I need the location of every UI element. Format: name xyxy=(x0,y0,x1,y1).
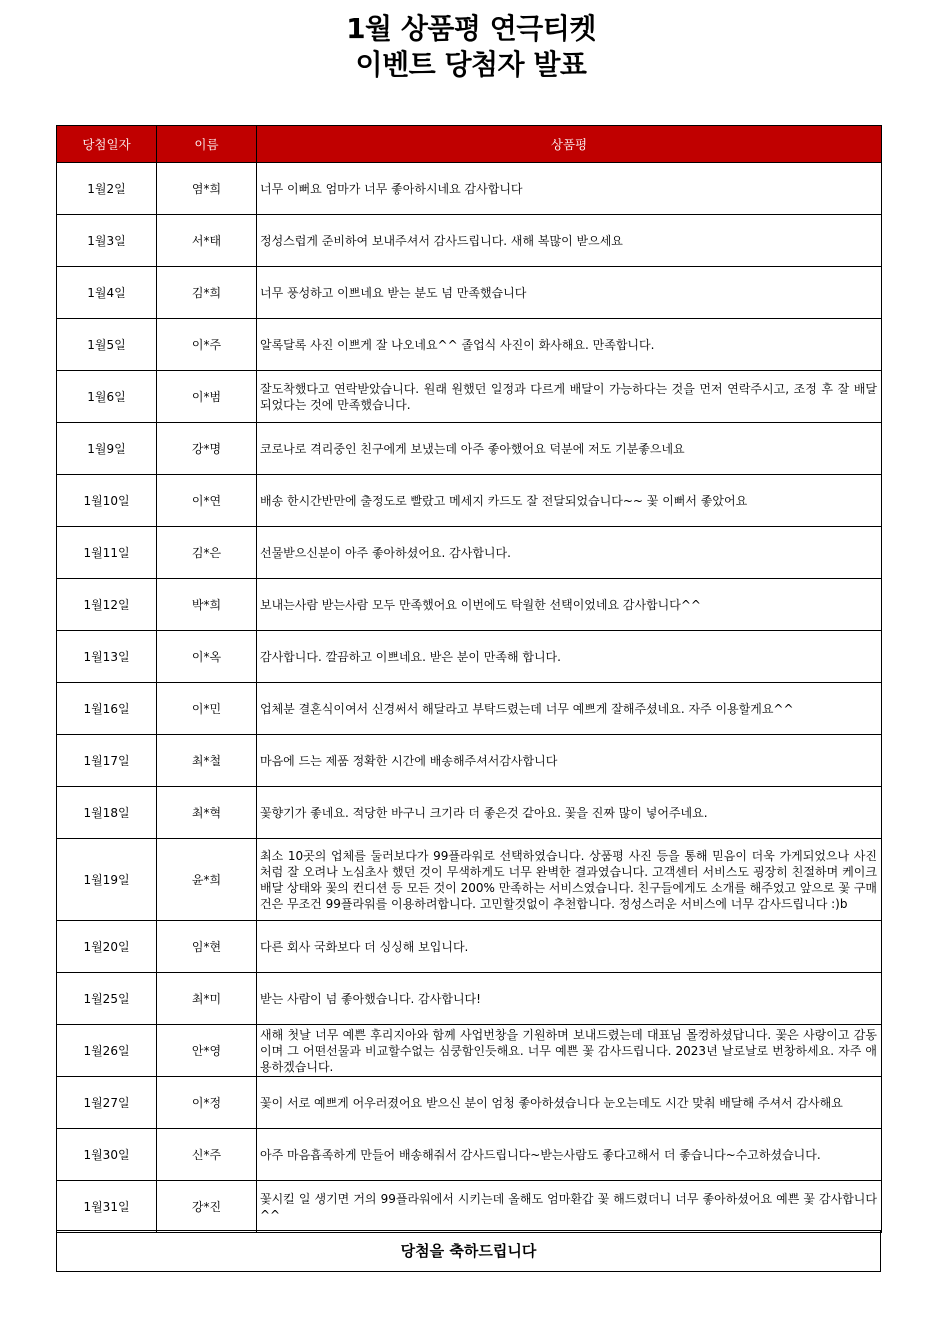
winner-review: 보내는사람 받는사람 모두 만족했어요 이번에도 탁월한 선택이었네요 감사합니다^^ xyxy=(257,579,882,631)
winner-name: 염*희 xyxy=(157,163,257,215)
winner-name: 김*희 xyxy=(157,267,257,319)
winner-review: 새해 첫날 너무 예쁜 후리지아와 함께 사업번창을 기원하며 보내드렸는데 대표님 몰컹하셨답니다. 꽃은 사랑이고 감동이며 그 어떤선물과 비교할수없는 심쿵함인듯해요. 너무 예쁜 꽃 감사드립니다. 2023년 날로날로 번창하세요. 자주 애용하겠습니다. xyxy=(257,1025,882,1077)
winner-name: 임*현 xyxy=(157,921,257,973)
winner-name: 김*은 xyxy=(157,527,257,579)
winner-date: 1월10일 xyxy=(57,475,157,527)
winner-review: 감사합니다. 깔끔하고 이쁘네요. 받은 분이 만족해 합니다. xyxy=(257,631,882,683)
winner-review: 꽃향기가 좋네요. 적당한 바구니 크기라 더 좋은것 같아요. 꽃을 진짜 많이 넣어주네요. xyxy=(257,787,882,839)
winner-date: 1월17일 xyxy=(57,735,157,787)
winner-date: 1월26일 xyxy=(57,1025,157,1077)
winner-review: 너무 이뻐요 엄마가 너무 좋아하시네요 감사합니다 xyxy=(257,163,882,215)
winner-date: 1월9일 xyxy=(57,423,157,475)
winner-review: 최소 10곳의 업체를 둘러보다가 99플라워로 선택하였습니다. 상품평 사진 등을 통해 믿음이 더욱 가게되었으나 사진처럼 잘 오려나 노심초사 했던 것이 무색하게도 너무 완벽한 결과였습니다. 고객센터 서비스도 굉장히 친절하며 케이크 배달 상태와 꽃의 컨디션 등 모든 것이 200% 만족하는 서비스였습니다. 친구들에게도 소개를 해주었고 앞으로 꽃 구매건은 무조건 99플라워를 이용하려합니다. 고민할것없이 추천합니다. 정성스러운 서비스에 너무 감사드립니다 :)b xyxy=(257,839,882,921)
table-row xyxy=(57,1181,882,1233)
winner-name: 이*민 xyxy=(157,683,257,735)
table-row xyxy=(57,371,882,423)
winner-date: 1월19일 xyxy=(57,839,157,921)
winner-date: 1월13일 xyxy=(57,631,157,683)
winner-review: 배송 한시간반만에 출정도로 빨랐고 메세지 카드도 잘 전달되었습니다~~ 꽃 이뻐서 좋았어요 xyxy=(257,475,882,527)
winner-date: 1월30일 xyxy=(57,1129,157,1181)
winner-review: 다른 회사 국화보다 더 싱싱해 보입니다. xyxy=(257,921,882,973)
winner-date: 1월31일 xyxy=(57,1181,157,1233)
table-row xyxy=(57,475,882,527)
table-row xyxy=(57,215,882,267)
table-row xyxy=(57,1129,882,1181)
table-row xyxy=(57,921,882,973)
winner-date: 1월25일 xyxy=(57,973,157,1025)
winner-name: 이*범 xyxy=(157,371,257,423)
winner-name: 이*옥 xyxy=(157,631,257,683)
winner-review: 받는 사람이 넘 좋아했습니다. 감사합니다! xyxy=(257,973,882,1025)
winner-review: 너무 풍성하고 이쁘네요 받는 분도 넘 만족했습니다 xyxy=(257,267,882,319)
winner-review: 업체분 결혼식이여서 신경써서 해달라고 부탁드렸는데 너무 예쁘게 잘해주셨네요. 자주 이용할게요^^ xyxy=(257,683,882,735)
winner-review: 아주 마음흡족하게 만들어 배송해줘서 감사드립니다~받는사람도 좋다고해서 더 좋습니다~수고하셨습니다. xyxy=(257,1129,882,1181)
winners-table xyxy=(56,125,882,1233)
winner-review: 잘도착했다고 연락받았습니다. 원래 원했던 일정과 다르게 배달이 가능하다는 것을 먼저 연락주시고, 조정 후 잘 배달되었다는 것에 만족했습니다. xyxy=(257,371,882,423)
winner-name: 최*미 xyxy=(157,973,257,1025)
table-row xyxy=(57,319,882,371)
winner-date: 1월4일 xyxy=(57,267,157,319)
winner-name: 신*주 xyxy=(157,1129,257,1181)
table-row xyxy=(57,735,882,787)
winner-date: 1월18일 xyxy=(57,787,157,839)
winner-name: 이*연 xyxy=(157,475,257,527)
page-title: 1월 상품평 연극티켓 xyxy=(346,12,596,45)
winner-review: 정성스럽게 준비하여 보내주셔서 감사드립니다. 새해 복많이 받으세요 xyxy=(257,215,882,267)
winner-name: 강*진 xyxy=(157,1181,257,1233)
winner-name: 최*철 xyxy=(157,735,257,787)
winner-date: 1월2일 xyxy=(57,163,157,215)
header-review: 상품평 xyxy=(257,126,882,163)
table-row xyxy=(57,527,882,579)
table-row xyxy=(57,973,882,1025)
table-row xyxy=(57,1025,882,1077)
winner-review: 마음에 드는 제품 정확한 시간에 배송해주셔서감사합니다 xyxy=(257,735,882,787)
winner-review: 코로나로 격리중인 친구에게 보냈는데 아주 좋아했어요 덕분에 저도 기분좋으네요 xyxy=(257,423,882,475)
congrats-footer: 당첨을 축하드립니다 xyxy=(56,1230,881,1272)
winner-date: 1월6일 xyxy=(57,371,157,423)
winner-date: 1월20일 xyxy=(57,921,157,973)
table-row xyxy=(57,683,882,735)
winner-name: 윤*희 xyxy=(157,839,257,921)
page-subtitle: 이벤트 당첨자 발표 xyxy=(355,48,587,81)
winner-date: 1월27일 xyxy=(57,1077,157,1129)
table-row xyxy=(57,267,882,319)
winner-date: 1월11일 xyxy=(57,527,157,579)
winner-review: 선물받으신분이 아주 좋아하셨어요. 감사합니다. xyxy=(257,527,882,579)
header-date: 당첨일자 xyxy=(57,126,157,163)
winner-name: 박*희 xyxy=(157,579,257,631)
winner-date: 1월12일 xyxy=(57,579,157,631)
winner-name: 서*태 xyxy=(157,215,257,267)
table-header-row xyxy=(57,126,882,163)
winner-date: 1월3일 xyxy=(57,215,157,267)
table-row xyxy=(57,631,882,683)
winner-name: 강*명 xyxy=(157,423,257,475)
table-row xyxy=(57,839,882,921)
table-row xyxy=(57,1077,882,1129)
table-row xyxy=(57,423,882,475)
winner-review: 꽃이 서로 예쁘게 어우러졌어요 받으신 분이 엄청 좋아하셨습니다 눈오는데도 시간 맞춰 배달해 주셔서 감사해요 xyxy=(257,1077,882,1129)
table-row xyxy=(57,163,882,215)
winner-name: 안*영 xyxy=(157,1025,257,1077)
table-row xyxy=(57,787,882,839)
winner-date: 1월16일 xyxy=(57,683,157,735)
table-row xyxy=(57,579,882,631)
winner-name: 최*혁 xyxy=(157,787,257,839)
header-name: 이름 xyxy=(157,126,257,163)
winner-name: 이*정 xyxy=(157,1077,257,1129)
winner-name: 이*주 xyxy=(157,319,257,371)
winner-review: 꽃시킬 일 생기면 거의 99플라워에서 시키는데 올해도 엄마환갑 꽃 해드렸더니 너무 좋아하셨어요 예쁜 꽃 감사합니다^^ xyxy=(257,1181,882,1233)
winner-date: 1월5일 xyxy=(57,319,157,371)
winner-review: 알록달록 사진 이쁘게 잘 나오네요^^ 졸업식 사진이 화사해요. 만족합니다. xyxy=(257,319,882,371)
